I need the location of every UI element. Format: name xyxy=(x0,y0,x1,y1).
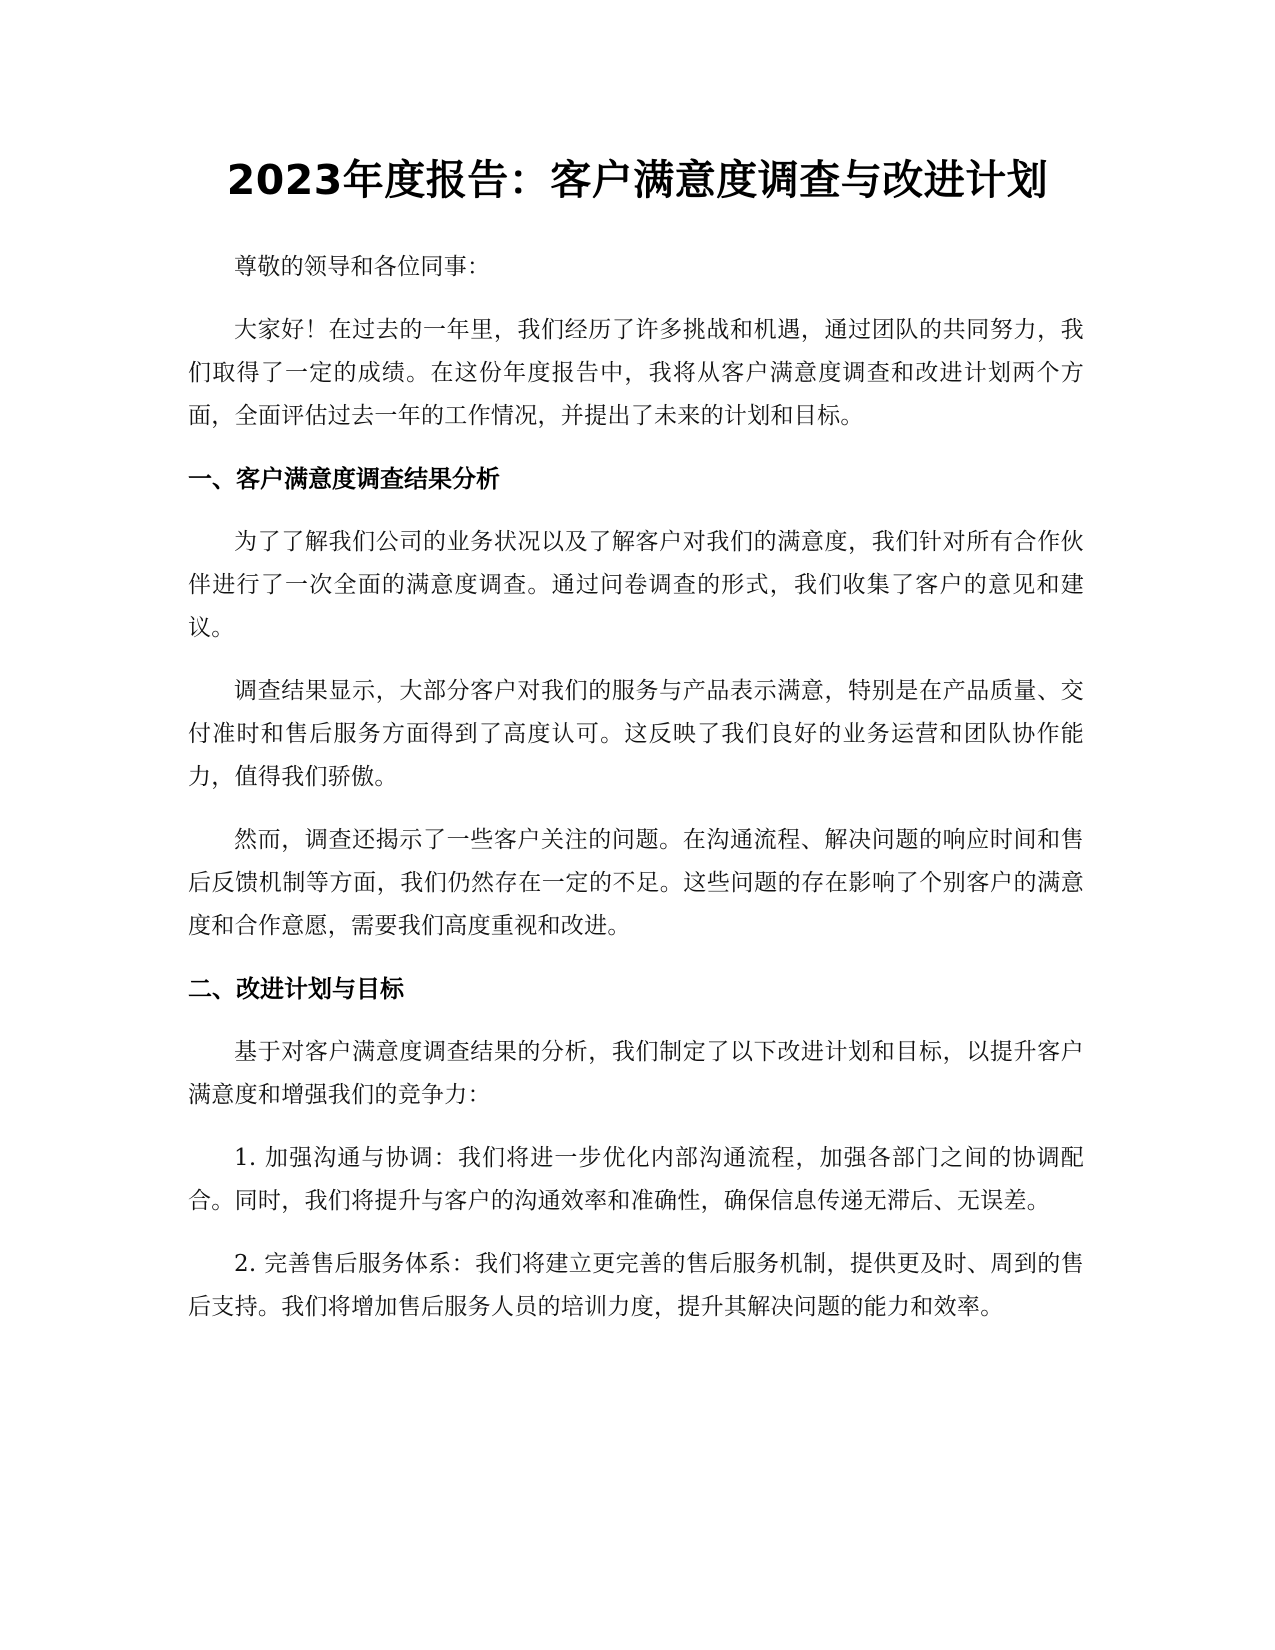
section-2-list-item-1: 1. 加强沟通与协调：我们将进一步优化内部沟通流程，加强各部门之间的协调配合。同时，我们将提升与客户的沟通效率和准确性，确保信息传递无滞后、无误差。 xyxy=(188,1145,1084,1214)
section-1-paragraph-3: 然而，调查还揭示了一些客户关注的问题。在沟通流程、解决问题的响应时间和售后反馈机制等方面，我们仍然存在一定的不足。这些问题的存在影响了个别客户的满意度和合作意愿，需要我们高度重视和改进。 xyxy=(188,827,1084,939)
greeting-paragraph: 尊敬的领导和各位同事： xyxy=(234,254,491,280)
intro-paragraph: 大家好！在过去的一年里，我们经历了许多挑战和机遇，通过团队的共同努力，我们取得了一定的成绩。在这份年度报告中，我将从客户满意度调查和改进计划两个方面，全面评估过去一年的工作情况，并提出了未来的计划和目标。 xyxy=(188,317,1084,429)
page-title: 2023年度报告：客户满意度调查与改进计划 xyxy=(226,156,1049,204)
section-1-paragraph-1: 为了了解我们公司的业务状况以及了解客户对我们的满意度，我们针对所有合作伙伴进行了一次全面的满意度调查。通过问卷调查的形式，我们收集了客户的意见和建议。 xyxy=(188,529,1084,641)
section-2-paragraph-1: 基于对客户满意度调查结果的分析，我们制定了以下改进计划和目标，以提升客户满意度和增强我们的竞争力： xyxy=(188,1039,1084,1108)
section-1-paragraph-2: 调查结果显示，大部分客户对我们的服务与产品表示满意，特别是在产品质量、交付准时和售后服务方面得到了高度认可。这反映了我们良好的业务运营和团队协作能力，值得我们骄傲。 xyxy=(188,678,1084,790)
section-2-heading: 二、改进计划与目标 xyxy=(188,975,404,1003)
section-1-heading: 一、客户满意度调查结果分析 xyxy=(188,465,500,493)
section-2-list-item-2: 2. 完善售后服务体系：我们将建立更完善的售后服务机制，提供更及时、周到的售后支持。我们将增加售后服务人员的培训力度，提升其解决问题的能力和效率。 xyxy=(188,1251,1084,1320)
document-body xyxy=(188,246,1084,1349)
